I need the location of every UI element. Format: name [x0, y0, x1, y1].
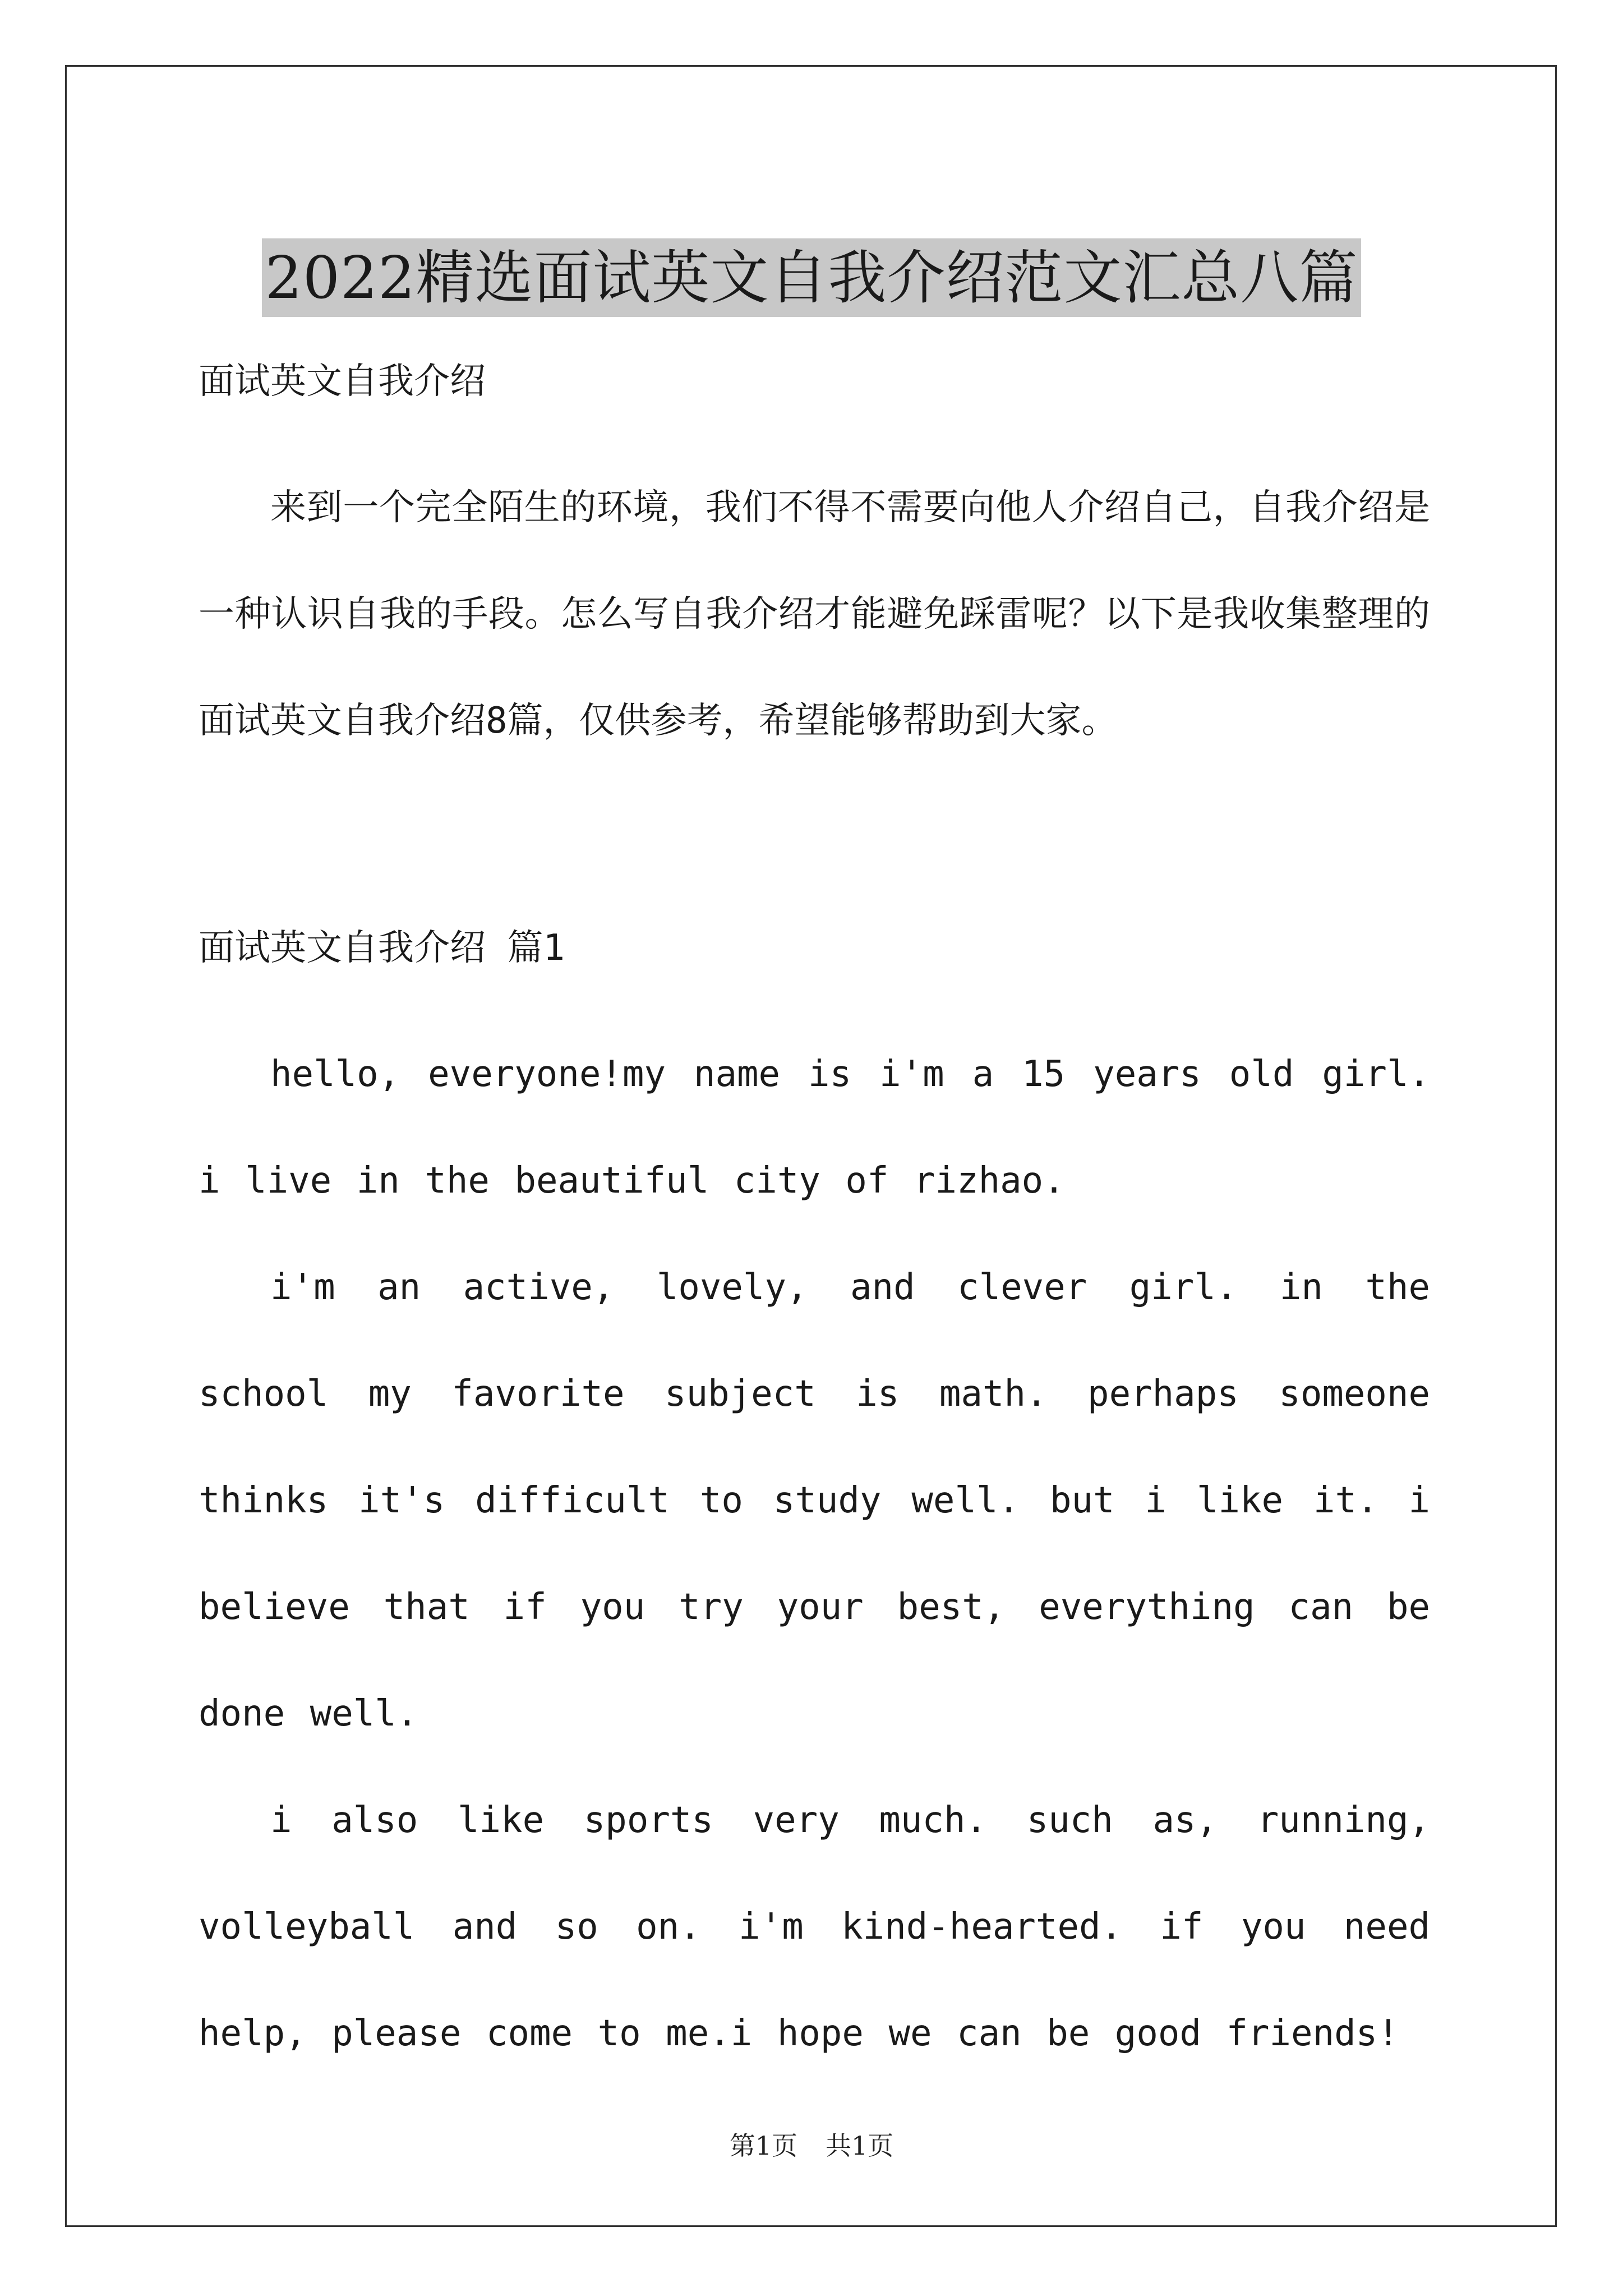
spacer [199, 415, 1430, 454]
spacer [199, 982, 1430, 1021]
section-1-paragraph-3: i also like sports very much. such as, running, volleyball and so on. i'm kind-hearted. if you need help, please come to me.i hope we can be good friends! [199, 1800, 1430, 2054]
page-number-total: 共1页 [826, 2131, 894, 2161]
title-container [0, 199, 1623, 356]
page-number-current: 第1页 [729, 2131, 797, 2161]
intro-heading: 面试英文自我介绍 [199, 361, 486, 402]
section-1-paragraph-2: i'm an active, lovely, and clever girl. in the school my favorite subject is math. perhaps someone thinks it's difficult to study well. but i like it. i believe that if you try your best, everything can be done well. [199, 1267, 1430, 1734]
document-body [199, 348, 1430, 2087]
document-title: 2022精选面试英文自我介绍范文汇总八篇 [262, 238, 1362, 317]
section-1-paragraph-1: hello, everyone!my name is i'm a 15 years old girl. i live in the beautiful city of rizhao. [199, 1053, 1430, 1202]
intro-paragraph: 来到一个完全陌生的环境，我们不得不需要向他人介绍自己，自我介绍是一种认识自我的手段。怎么写自我介绍才能避免踩雷呢？以下是我收集整理的面试英文自我介绍8篇，仅供参考，希望能够帮助到大家。 [199, 487, 1430, 742]
section-1-heading: 面试英文自我介绍 篇1 [199, 927, 565, 969]
spacer [199, 774, 1430, 914]
page-footer [0, 2129, 1623, 2162]
